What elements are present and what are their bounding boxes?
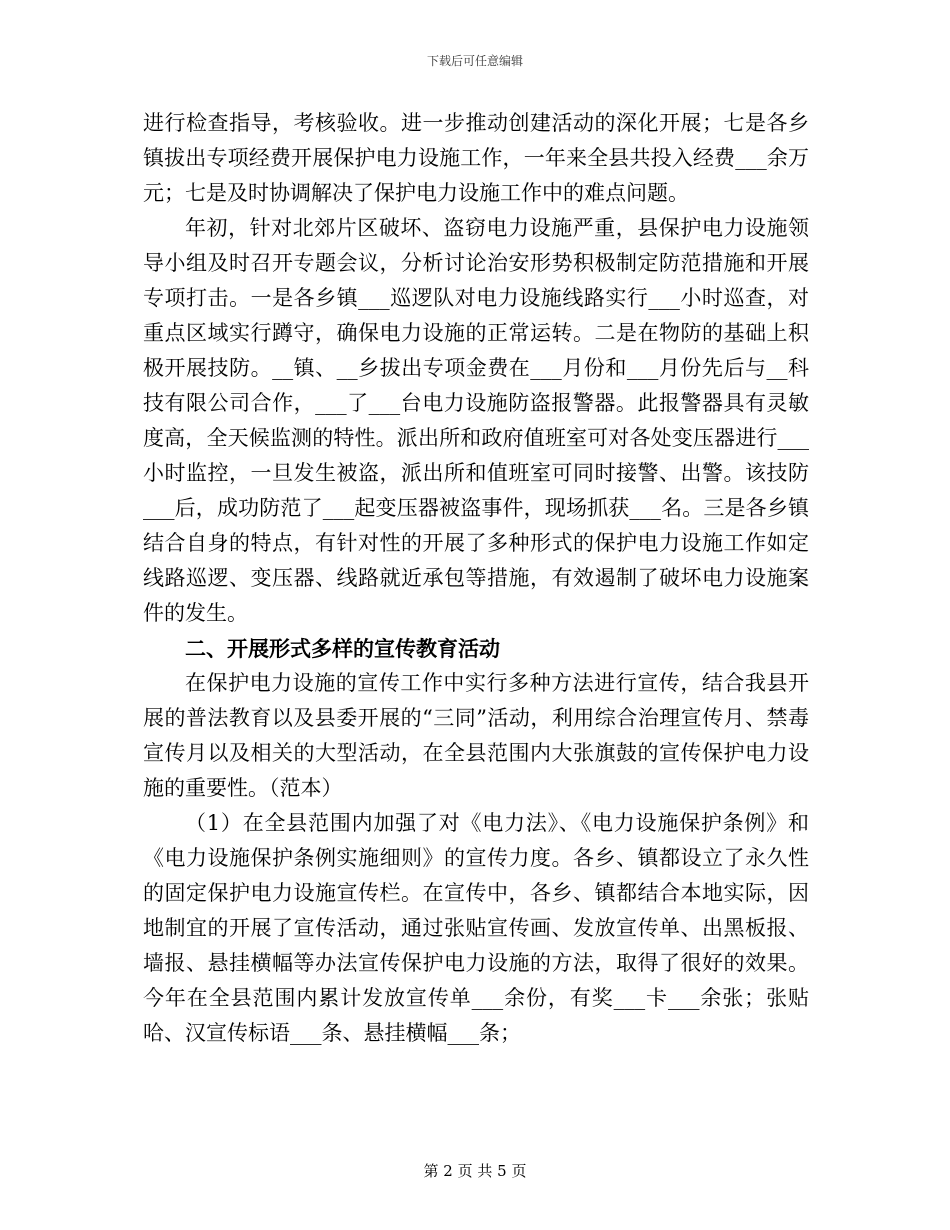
paragraph-early-year-measures: 年初，针对北郊片区破坏、盗窃电力设施严重，县保护电力设施领导小组及时召开专题会议，分析讨论治安形势积极制定防范措施和开展专项打击。一是各乡镇___巡逻队对电力设施线路实行___小时巡查，对重点区域实行蹲守，确保电力设施的正常运转。二是在物防的基础上积极开展技防。__镇、__乡拔出专项金费在___月份和___月份先后与__科技有限公司合作，___了___台电力设施防盗报警器。此报警器具有灵敏度高，全天候监测的特性。派出所和政府值班室可对各处变压器进行___小时监控，一旦发生被盗，派出所和值班室可同时接警、出警。该技防___后，成功防范了___起变压器被盗事件，现场抓获___名。三是各乡镇结合自身的特点，有针对性的开展了多种形式的保护电力设施工作如定线路巡逻、变压器、线路就近承包等措施，有效遏制了破坏电力设施案件的发生。 [143,216,809,625]
paragraph-publicity: 在保护电力设施的宣传工作中实行多种方法进行宣传，结合我县开展的普法教育以及县委开展的“三同”活动，利用综合治理宣传月、禁毒宣传月以及相关的大型活动，在全县范围内大张旗鼓的宣传保护电力设施的重要性。（范本） [143,671,809,800]
section-heading: 二、开展形式多样的宣传教育活动 [185,636,500,661]
page-header-note: 下载后可任意编辑 [426,54,523,68]
document-body [143,106,809,1051]
paragraph-item-1: （1）在全县范围内加强了对《电力法》、《电力设施保护条例》和《电力设施保护条例实施细则》的宣传力度。各乡、镇都设立了永久性的固定保护电力设施宣传栏。在宣传中，各乡、镇都结合本地实际，因地制宜的开展了宣传活动，通过张贴宣传画、发放宣传单、出黑板报、墙报、悬挂横幅等办法宣传保护电力设施的方法，取得了很好的效果。今年在全县范围内累计发放宣传单___余份，有奖___卡___余张；张贴哈、汉宣传标语___条、悬挂横幅___条； [143,811,809,1045]
paragraph-continuation: 进行检查指导，考核验收。进一步推动创建活动的深化开展；七是各乡镇拔出专项经费开展保护电力设施工作，一年来全县共投入经费___余万元；七是及时协调解决了保护电力设施工作中的难点问题。 [143,111,809,205]
page-number: 第 2 页 共 5 页 [423,1162,527,1180]
